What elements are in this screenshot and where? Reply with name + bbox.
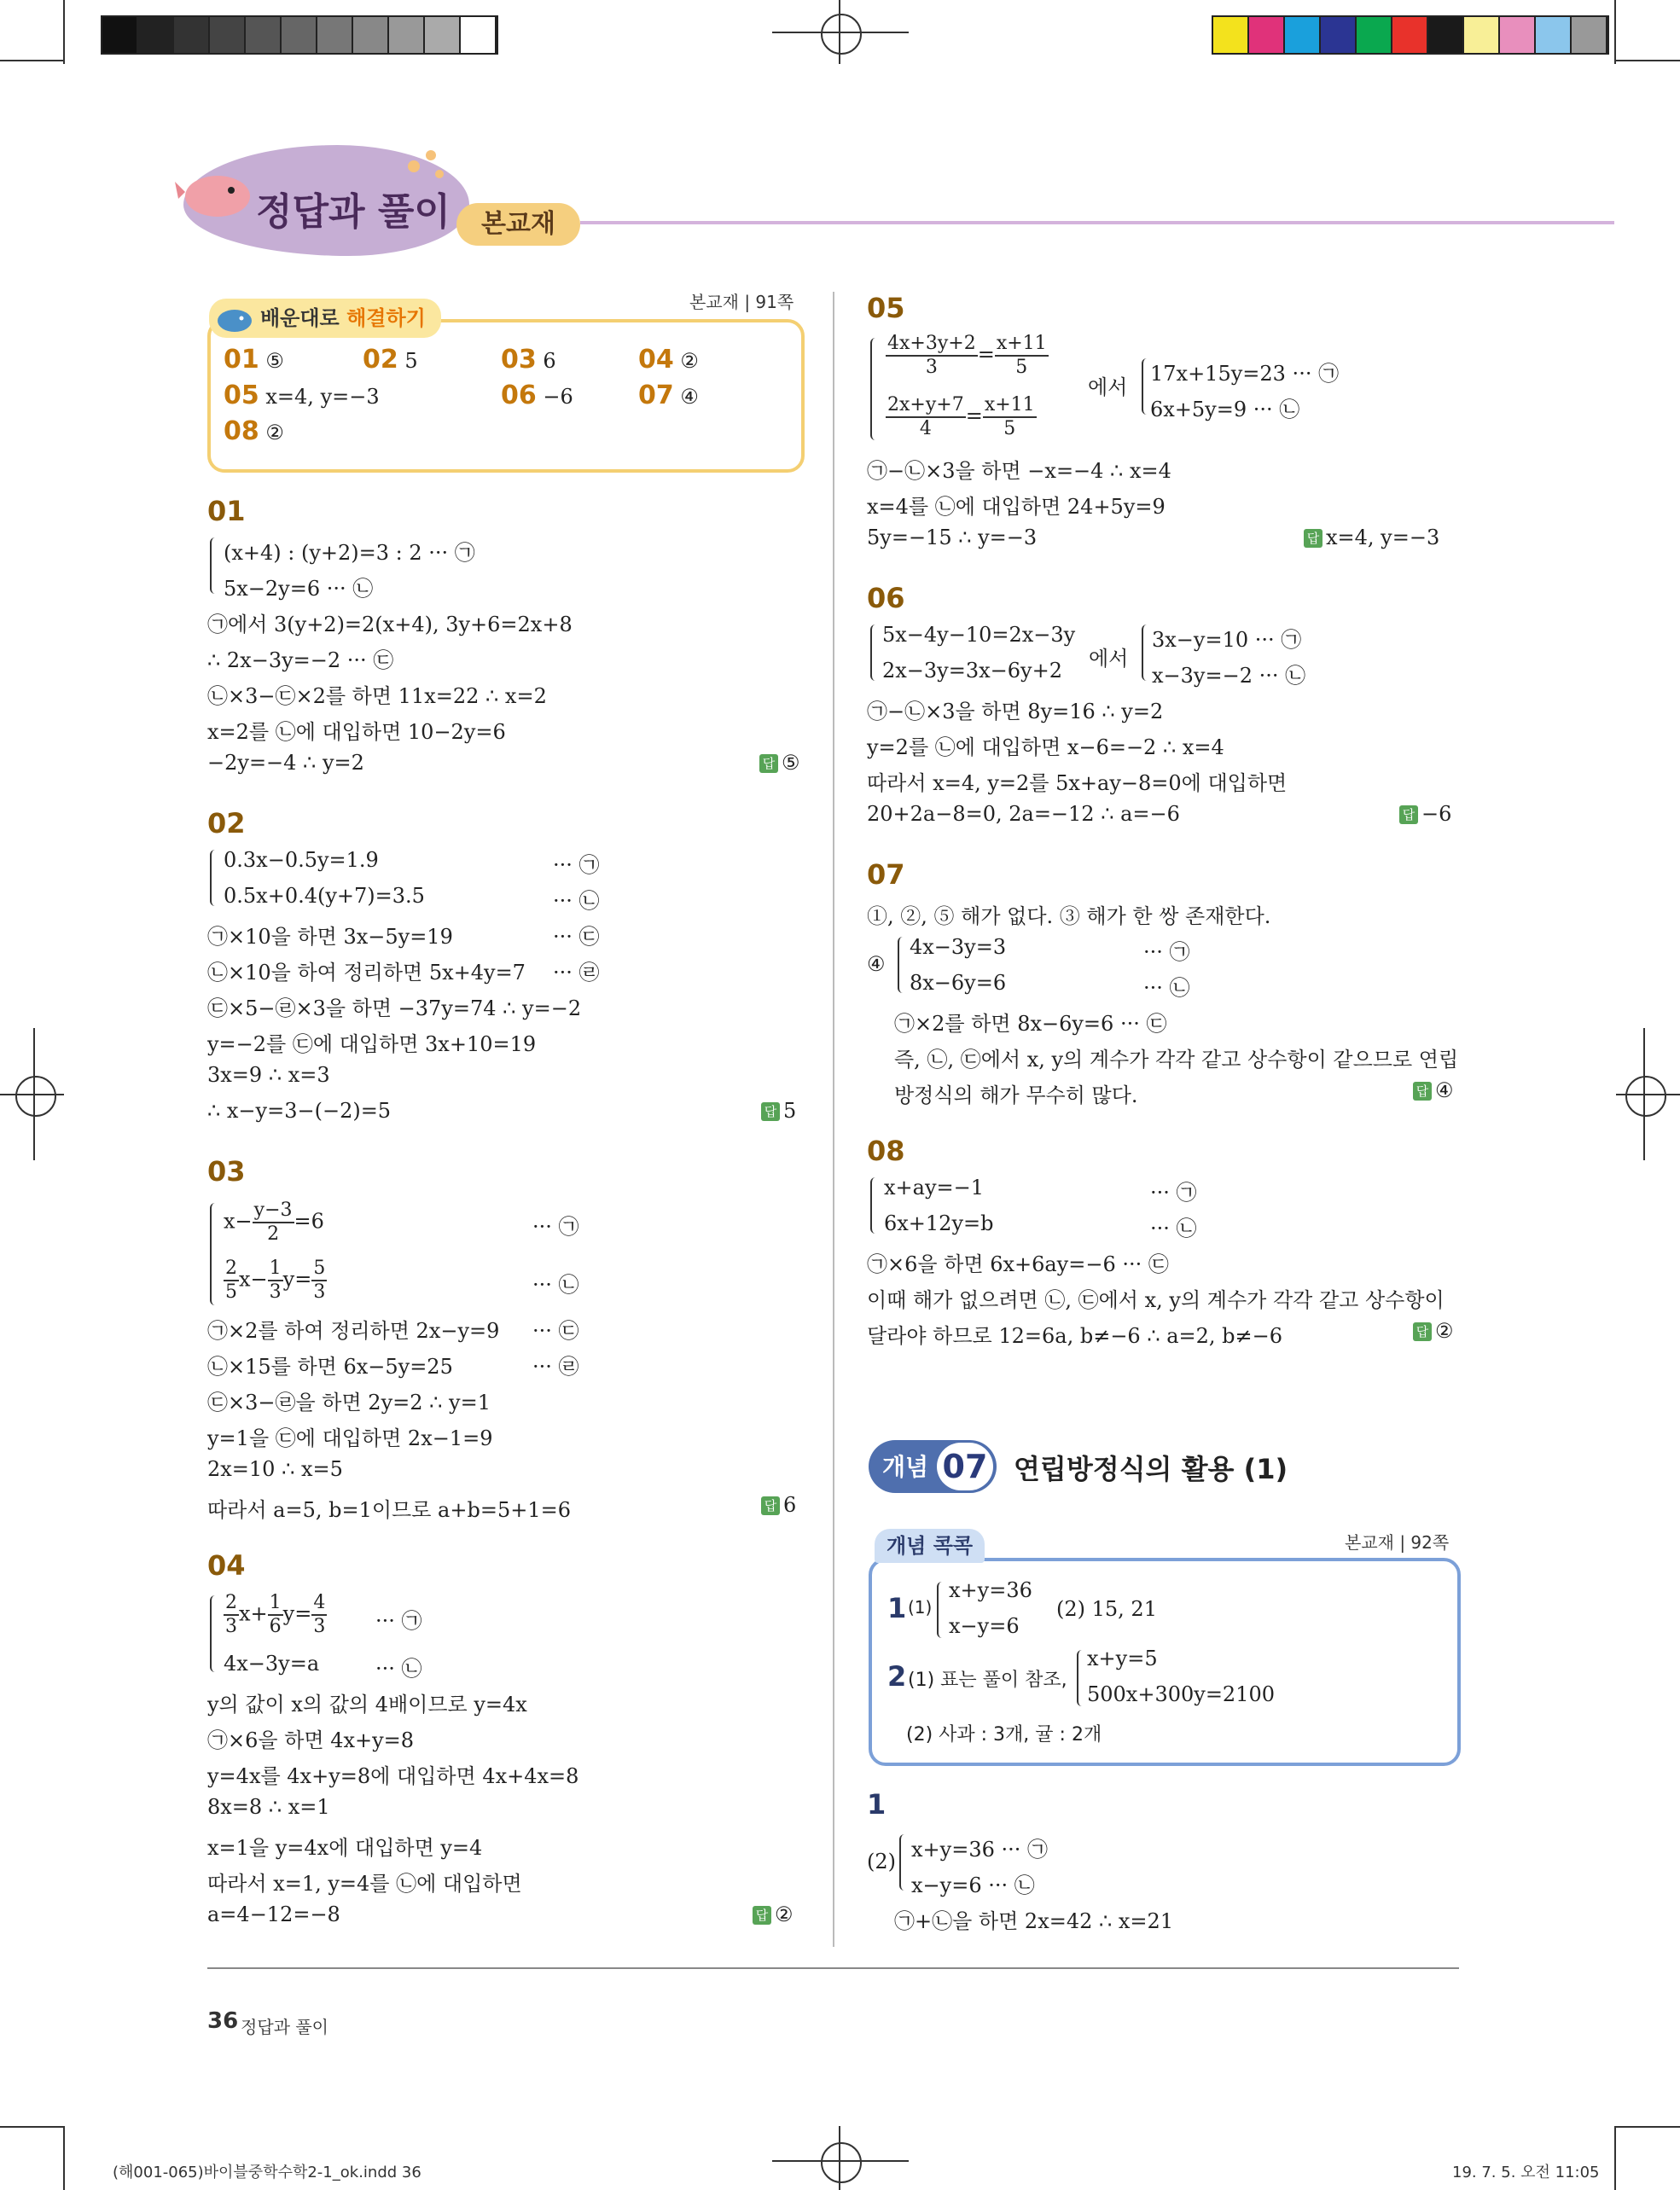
- color-calibration-bar: [1212, 15, 1609, 55]
- equation-line: 5x−2y=6 ··· ㉡: [224, 577, 374, 601]
- solution-line: y의 값이 x의 값의 4배이므로 y=4x: [207, 1693, 527, 1717]
- print-timestamp: 19. 7. 5. 오전 11:05: [1452, 2164, 1600, 2181]
- calibration-swatch: [353, 17, 389, 53]
- calibration-swatch: [1428, 17, 1464, 53]
- crop-mark: [1614, 2126, 1616, 2190]
- solution-line: ∴ x−y=3−(−2)=5: [207, 1099, 392, 1123]
- calibration-swatch: [1249, 17, 1285, 53]
- page-reference: 본교재 | 92쪽: [1345, 1532, 1450, 1553]
- answer-item: 07 ④: [638, 380, 699, 410]
- system-brace: [1077, 1650, 1084, 1706]
- question-number: 01: [207, 495, 246, 527]
- answer-badge: 답 5: [761, 1099, 796, 1123]
- equation-line: x−3y=−2 ··· ㉡: [1152, 664, 1306, 688]
- registration-mark-line: [0, 1094, 64, 1095]
- equation-line: 6x+5y=9 ··· ㉡: [1150, 398, 1300, 421]
- equation-tag: ··· ㉠: [1150, 1181, 1197, 1205]
- equation-tag: ··· ㉣: [553, 961, 600, 985]
- answer-mark-icon: 답: [1399, 805, 1418, 824]
- calibration-swatch: [210, 17, 246, 53]
- question-number: 08: [867, 1135, 905, 1167]
- solution-line: ㉠×2를 하여 정리하면 2x−y=9: [207, 1319, 500, 1343]
- equation-line: (x+4) : (y+2)=3 : 2 ··· ㉠: [224, 541, 475, 565]
- calibration-swatch: [389, 17, 425, 53]
- whale-icon: [215, 300, 254, 334]
- equation-line: x+y=36: [949, 1578, 1032, 1602]
- concept-badge: [869, 1440, 997, 1493]
- solution-line: y=4x를 4x+y=8에 대입하면 4x+4x=8: [207, 1764, 579, 1788]
- solution-line: 즉, ㉡, ㉢에서 x, y의 계수가 각각 같고 상수항이 같으므로 연립: [894, 1048, 1459, 1072]
- equation-line: 500x+300y=2100: [1087, 1682, 1276, 1706]
- system-brace: [210, 1595, 217, 1672]
- answer-mark-icon: 답: [753, 1906, 771, 1925]
- system-brace: [870, 1177, 877, 1234]
- solution-line: 이때 해가 없으려면 ㉡, ㉢에서 x, y의 계수가 각각 같고 상수항이: [867, 1288, 1445, 1312]
- page-section-title: 정답과 풀이: [256, 190, 451, 234]
- answer-badge: 답 ②: [1413, 1319, 1454, 1343]
- calibration-swatch: [1213, 17, 1249, 53]
- solution-line: ㉡×15를 하면 6x−5y=25: [207, 1355, 453, 1379]
- equation-line: x−y=6: [949, 1614, 1020, 1638]
- system-brace: [210, 1203, 217, 1305]
- concept-summary-tag: 개념 콕콕: [875, 1529, 985, 1563]
- answer-item: 01 ⑤: [224, 345, 284, 375]
- equation-line: 2x−3y=3x−6y+2: [882, 659, 1062, 683]
- crop-mark: [63, 0, 65, 64]
- page-number: 36: [207, 2008, 239, 2034]
- calibration-swatch: [1536, 17, 1572, 53]
- answer-mark-icon: 답: [759, 754, 778, 773]
- solution-line: −2y=−4 ∴ y=2: [207, 751, 364, 775]
- choice-marker: ④: [867, 952, 886, 976]
- registration-mark-line: [772, 32, 909, 33]
- connector-text: 에서: [1088, 375, 1128, 399]
- solution-line: y=1을 ㉢에 대입하면 2x−1=9: [207, 1426, 493, 1450]
- answer-mark-icon: 답: [1304, 529, 1322, 548]
- calibration-swatch: [174, 17, 210, 53]
- registration-mark: [15, 1076, 56, 1117]
- answer-item: 08 ②: [224, 416, 284, 446]
- calibration-swatch: [1321, 17, 1357, 53]
- equation-tag: ··· ㉢: [532, 1319, 579, 1343]
- calibration-swatch: [1392, 17, 1428, 53]
- solution-line: ㉡×10을 하여 정리하면 5x+4y=7: [207, 961, 526, 985]
- bottom-rule: [207, 1967, 1459, 1969]
- question-number: 07: [867, 858, 905, 891]
- calibration-swatch: [246, 17, 282, 53]
- equation-line: 3x−y=10 ··· ㉠: [1152, 628, 1302, 652]
- page-reference: 본교재 | 91쪽: [689, 292, 794, 312]
- question-number: 05: [867, 292, 905, 324]
- solution-line: ①, ②, ⑤ 해가 없다. ③ 해가 한 쌍 존재한다.: [867, 904, 1271, 928]
- concept-item-number: 2: [887, 1660, 907, 1693]
- solution-line: x=4를 ㉡에 대입하면 24+5y=9: [867, 495, 1166, 519]
- equation-line: $\frac{2}{3}$ x+ $\frac{1}{6}$ y= $\frac{4}{3}$: [225, 1592, 326, 1637]
- section-tag: 본교재: [456, 203, 580, 246]
- solution-line: ㉠×10을 하면 3x−5y=19: [207, 925, 453, 949]
- solution-line: ㉠×6을 하면 6x+6ay=−6 ··· ㉢: [867, 1252, 1169, 1276]
- print-file-name: (해001-065)바이블중학수학2-1_ok.indd 36: [113, 2164, 421, 2181]
- equation-line: $\frac{4x+3y+2}{3}$ = $\frac{x+11}{5}$: [887, 333, 1047, 378]
- connector-text: 에서: [1089, 647, 1129, 671]
- concept-number: 07: [937, 1443, 993, 1490]
- column-divider: [833, 292, 834, 1947]
- calibration-swatch: [138, 17, 174, 53]
- answer-mark-icon: 답: [1413, 1082, 1432, 1101]
- calibration-swatch: [461, 17, 497, 53]
- equation-line: 4x−3y=3: [910, 935, 1007, 959]
- answer-item: 05 x=4, y=−3: [224, 380, 380, 410]
- registration-mark-line: [772, 2160, 909, 2162]
- equation-line: 4x−3y=a: [224, 1652, 320, 1676]
- concept-item-part: (1) 표는 풀이 참조,: [908, 1670, 1067, 1691]
- equation-tag: ··· ㉡: [375, 1657, 422, 1681]
- equation-line: 17x+15y=23 ··· ㉠: [1150, 362, 1340, 386]
- solution-line: ㉠−㉡×3을 하면 8y=16 ∴ y=2: [867, 700, 1164, 723]
- equation-tag: ··· ㉡: [1143, 976, 1190, 1000]
- equation-tag: ··· ㉠: [553, 853, 600, 877]
- equation-line: x+ay=−1: [884, 1176, 984, 1200]
- calibration-swatch: [1572, 17, 1607, 53]
- answer-mark-icon: 답: [761, 1496, 780, 1515]
- system-brace: [870, 624, 877, 681]
- solution-line: 따라서 a=5, b=1이므로 a+b=5+1=6: [207, 1498, 571, 1522]
- solution-line: a=4−12=−8: [207, 1902, 340, 1926]
- crop-mark: [1614, 2126, 1680, 2128]
- equation-line: 8x−6y=6: [910, 971, 1007, 995]
- crop-mark: [63, 2126, 65, 2190]
- calibration-swatch: [282, 17, 317, 53]
- solution-line: ∴ 2x−3y=−2 ··· ㉢: [207, 648, 394, 672]
- question-number: 02: [207, 807, 246, 839]
- calibration-swatch: [1285, 17, 1321, 53]
- system-brace: [899, 1834, 906, 1891]
- footer-label: 정답과 풀이: [241, 2017, 328, 2037]
- solution-line: 2x=10 ∴ x=5: [207, 1457, 343, 1481]
- question-number: 04: [207, 1549, 246, 1582]
- answer-badge: 답 6: [761, 1493, 796, 1517]
- answer-item: 02 5: [363, 345, 418, 375]
- equation-tag: ··· ㉡: [553, 889, 600, 913]
- crop-mark: [1614, 60, 1680, 61]
- question-number: 1: [867, 1788, 887, 1821]
- solution-line: y=−2를 ㉢에 대입하면 3x+10=19: [207, 1032, 537, 1056]
- system-brace: [210, 537, 217, 594]
- equation-line: 5x−4y−10=2x−3y: [882, 623, 1076, 647]
- equation-tag: ··· ㉠: [375, 1609, 422, 1633]
- crop-mark: [1614, 0, 1616, 64]
- system-brace: [210, 850, 217, 906]
- calibration-swatch: [102, 17, 138, 53]
- registration-mark: [821, 2142, 862, 2183]
- solution-line: ㉢×3−㉣을 하면 2y=2 ∴ y=1: [207, 1391, 491, 1414]
- equation-line: $\frac{2}{5}$ x− $\frac{1}{3}$ y= $\frac{5}{3}$: [225, 1258, 326, 1303]
- answer-item: 04 ②: [638, 345, 699, 375]
- answer-item: 06 −6: [501, 380, 573, 410]
- equation-tag: ··· ㉠: [1143, 940, 1190, 964]
- system-brace: [1142, 624, 1148, 681]
- concept-label: 개념: [882, 1453, 929, 1481]
- solution-line: 따라서 x=1, y=4를 ㉡에 대입하면: [207, 1872, 522, 1896]
- calibration-swatch: [425, 17, 461, 53]
- system-brace: [898, 937, 904, 993]
- solution-line: ㉠+㉡을 하면 2x=42 ∴ x=21: [894, 1909, 1174, 1933]
- solution-line: x=1을 y=4x에 대입하면 y=4: [207, 1836, 483, 1860]
- solution-line: ㉢×5−㉣×3을 하면 −37y=74 ∴ y=−2: [207, 996, 582, 1020]
- equation-tag: ··· ㉡: [1150, 1217, 1197, 1240]
- solution-line: ㉡×3−㉢×2를 하면 11x=22 ∴ x=2: [207, 684, 547, 708]
- registration-mark-line: [1616, 1094, 1680, 1095]
- solution-line: 8x=8 ∴ x=1: [207, 1795, 330, 1819]
- solution-line: ㉠−㉡×3을 하면 −x=−4 ∴ x=4: [867, 459, 1171, 483]
- solution-line: ㉠×2를 하면 8x−6y=6 ··· ㉢: [894, 1012, 1167, 1036]
- solution-line: 5y=−15 ∴ y=−3: [867, 526, 1038, 549]
- registration-mark-line: [1643, 1028, 1645, 1160]
- equation-line: x+y=5: [1087, 1647, 1158, 1670]
- grayscale-calibration-bar: [101, 15, 498, 55]
- answer-badge: 답 ②: [753, 1902, 793, 1926]
- answer-mark-icon: 답: [761, 1102, 780, 1121]
- registration-mark: [821, 14, 862, 55]
- system-brace: [1142, 358, 1148, 415]
- answer-badge: 답 x=4, y=−3: [1304, 526, 1439, 549]
- calibration-swatch: [317, 17, 353, 53]
- solution-line: 방정식의 해가 무수히 많다.: [894, 1083, 1138, 1107]
- calibration-swatch: [1357, 17, 1392, 53]
- solution-line: ㉠에서 3(y+2)=2(x+4), 3y+6=2x+8: [207, 613, 573, 636]
- equation-line: x+y=36 ··· ㉠: [911, 1838, 1048, 1862]
- equation-line: $\frac{2x+y+7}{4}$ = $\frac{x+11}{5}$: [887, 394, 1035, 439]
- registration-mark-line: [839, 0, 840, 64]
- registration-mark: [1625, 1076, 1666, 1117]
- answer-badge: 답 ⑤: [759, 751, 800, 775]
- equation-tag: ··· ㉢: [553, 925, 600, 949]
- system-brace: [937, 1582, 944, 1638]
- answer-badge: 답 ④: [1413, 1078, 1454, 1102]
- answer-badge: 답 −6: [1399, 802, 1451, 826]
- solution-line: 3x=9 ∴ x=3: [207, 1063, 330, 1087]
- solution-line: ㉠×6을 하면 4x+y=8: [207, 1728, 415, 1752]
- answer-mark-icon: 답: [1413, 1322, 1432, 1341]
- equation-tag: ··· ㉡: [532, 1273, 579, 1297]
- system-brace: [870, 338, 877, 440]
- equation-line: x−y=6 ··· ㉡: [911, 1873, 1035, 1897]
- concept-answer: (2) 사과 : 3개, 귤 : 2개: [906, 1724, 1102, 1746]
- calibration-swatch: [1500, 17, 1536, 53]
- equation-tag: ··· ㉣: [532, 1355, 579, 1379]
- question-number: 03: [207, 1155, 246, 1188]
- header-rule: [580, 221, 1614, 224]
- answer-summary-label-emphasis: 해결하기: [346, 306, 426, 330]
- registration-mark-line: [839, 2126, 840, 2190]
- equation-line: 0.5x+0.4(y+7)=3.5: [224, 884, 425, 908]
- concept-item-number: 1: [887, 1592, 907, 1624]
- concept-item-part: (1): [908, 1597, 933, 1618]
- crop-mark: [0, 60, 64, 61]
- equation-line: x− $\frac{y-3}{2}$ =6: [224, 1200, 324, 1245]
- equation-tag: ··· ㉠: [532, 1215, 579, 1239]
- solution-line: 달라야 하므로 12=6a, b≠−6 ∴ a=2, b≠−6: [867, 1324, 1283, 1348]
- solution-line: 20+2a−8=0, 2a=−12 ∴ a=−6: [867, 802, 1180, 826]
- equation-line: 0.3x−0.5y=1.9: [224, 848, 379, 872]
- solution-line: 따라서 x=4, y=2를 5x+ay−8=0에 대입하면: [867, 771, 1288, 795]
- solution-line: x=2를 ㉡에 대입하면 10−2y=6: [207, 720, 506, 744]
- answer-summary-label: 배운대로: [260, 306, 347, 330]
- answer-item: 03 6: [501, 345, 556, 375]
- concept-title: 연립방정식의 활용 (1): [1014, 1453, 1288, 1485]
- crop-mark: [0, 2126, 64, 2128]
- solution-line: y=2를 ㉡에 대입하면 x−6=−2 ∴ x=4: [867, 735, 1224, 759]
- whale-mascot-icon: [175, 158, 260, 226]
- calibration-swatch: [1464, 17, 1500, 53]
- equation-line: 6x+12y=b: [884, 1211, 994, 1235]
- choice-marker: (2): [867, 1850, 896, 1873]
- registration-mark-line: [33, 1028, 35, 1160]
- question-number: 06: [867, 582, 905, 614]
- concept-answer: (2) 15, 21: [1056, 1597, 1157, 1621]
